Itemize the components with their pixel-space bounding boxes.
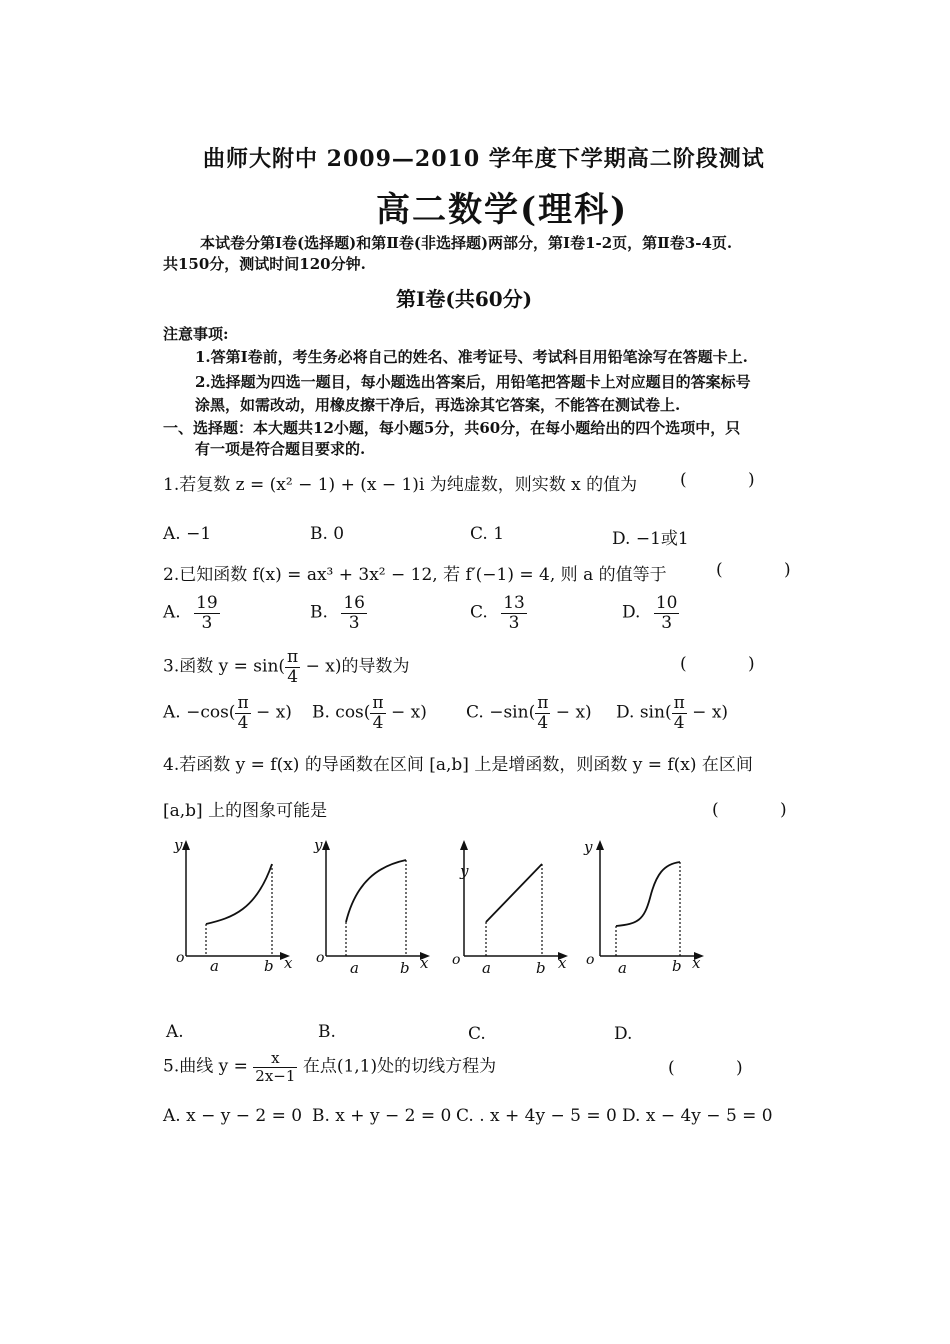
q5-stem-post: 在点(1,1)处的切线方程为 [302,1056,497,1077]
q3-option-b-pi: π [372,693,384,713]
q3-option-a-pre: A. −cos( [163,702,236,723]
q2-option-d-label: D. [622,602,641,623]
q3-option-c-fraction [535,694,550,732]
graph-c-label-a: a [482,959,491,977]
graph-a-x-label: x [284,954,293,972]
q3-option-c-pi: π [537,693,549,713]
graph-c-x-label: x [558,954,567,972]
notes-heading: 注意事项: [163,325,229,343]
q3-option-b [312,694,427,732]
q4-graph-a [172,838,292,978]
q3-option-b-pre: B. cos( [312,702,371,723]
q2-option-b [310,594,367,632]
q3-option-a-fraction [235,694,250,732]
q3-option-c-pre: C. −sin( [466,702,536,723]
q5-answer-paren: ( ) [668,1058,771,1078]
q2-option-c-numerator: 13 [503,593,525,613]
q1-option-c: C. 1 [470,524,505,544]
q5-frac-den: 2x−1 [255,1066,296,1085]
q2-option-d-fraction [654,594,680,632]
q3-option-c-post: − x) [550,702,592,723]
section-title: 第Ⅰ卷(共60分) [396,287,533,311]
q3-stem-fraction [285,648,300,686]
q2-option-a [163,594,220,632]
graph-d-curve [616,862,680,926]
q4-stem-line-2: [a,b] 上的图象可能是 [163,801,328,821]
graph-d-label-b: b [672,957,682,975]
note-2-line-1: 2.选择题为四选一题目，每小题选出答案后，用铅笔把答题卡上对应题目的答案标号 [195,373,751,391]
graph-b-y-arrow [322,840,330,850]
q3-option-d-post: − x) [686,702,729,723]
q4-graph-c [450,838,570,978]
q3-option-d-four: 4 [673,712,685,733]
q1-option-b: B. 0 [310,524,345,544]
q5-stem-fraction [253,1050,297,1084]
graph-c-label-b: b [536,959,546,977]
graph-b-y-label: y [314,836,323,854]
q3-option-d [616,694,728,732]
q2-option-b-numerator: 16 [343,593,365,613]
graph-c-origin: o [452,952,461,968]
part-instructions-line-2: 有一项是符合题目要求的. [195,440,366,458]
graph-a-label-b: b [264,957,274,975]
q2-option-c [470,594,527,632]
graph-c-line [486,864,542,922]
q2-option-c-denominator: 3 [508,612,520,633]
q3-option-d-pi: π [673,693,685,713]
q2-option-c-fraction [501,594,527,632]
graph-d-label-a: a [618,959,627,977]
q5-frac-num: x [253,1050,297,1068]
q2-option-b-denominator: 3 [348,612,360,633]
q3-option-a [163,694,292,732]
q3-stem [163,648,410,686]
q2-option-a-denominator: 3 [201,612,213,633]
q4-option-b: B. [318,1022,336,1042]
q3-stem-pre: 3.函数 y = sin( [163,656,286,677]
subject-title: 高二数学(理科) [376,190,629,230]
graph-b-x-label: x [420,954,429,972]
graph-d-origin: o [586,952,595,968]
q3-option-c [466,694,592,732]
graph-c-y-label: y [460,862,469,880]
graph-a-curve [206,864,272,924]
q2-option-d-denominator: 3 [661,612,673,633]
q5-option-c: C. . x + 4y − 5 = 0 [456,1106,617,1126]
q2-option-c-label: C. [470,602,488,623]
q3-option-c-four: 4 [537,712,549,733]
q5-option-a: A. x − y − 2 = 0 [163,1106,303,1126]
q3-option-a-four: 4 [237,712,249,733]
q4-option-c: C. [468,1024,486,1044]
q2-option-d [622,594,679,632]
graph-a-y-label: y [174,836,183,854]
q3-option-b-fraction [370,694,385,732]
q1-answer-paren: ( ) [680,470,783,490]
q2-option-a-fraction [194,594,220,632]
q2-answer-paren: ( ) [716,560,819,580]
graph-a-label-a: a [210,957,219,975]
q4-stem-line-1: 4.若函数 y = f(x) 的导函数在区间 [a,b] 上是增函数，则函数 y = f(x) 在区间 [163,755,753,775]
q3-stem-post: − x)的导数为 [300,656,410,677]
q3-option-a-pi: π [237,693,249,713]
q4-graph-d [586,838,706,978]
graph-b-curve [346,860,406,922]
graph-d-y-label: y [584,838,593,856]
intro-line-1: 本试卷分第Ⅰ卷(选择题)和第Ⅱ卷(非选择题)两部分，第Ⅰ卷1-2页，第Ⅱ卷3-4页. [200,234,733,252]
q3-answer-paren: ( ) [680,654,783,674]
q3-option-b-post: − x) [385,702,427,723]
q2-option-a-label: A. [163,602,181,623]
q5-option-b: B. x + y − 2 = 0 [312,1106,452,1126]
q1-option-d: D. −1或1 [612,529,689,549]
graph-b-label-a: a [350,959,359,977]
q1-stem: 1.若复数 z = (x² − 1) + (x − 1)i 为纯虚数，则实数 x 的值为 [163,475,638,495]
q3-option-d-pre: D. sin( [616,702,672,723]
note-1: 1.答第Ⅰ卷前，考生务必将自己的姓名、准考证号、考试科目用铅笔涂写在答题卡上. [195,348,748,366]
q3-stem-four: 4 [287,666,299,687]
q3-option-a-post: − x) [250,702,292,723]
graph-a-y-arrow [182,840,190,850]
graph-c-y-arrow [460,840,468,850]
graph-d-x-label: x [692,954,701,972]
q2-option-d-numerator: 10 [655,593,678,613]
q2-option-b-fraction [341,594,367,632]
q3-option-b-four: 4 [372,712,384,733]
q1-option-a: A. −1 [163,524,212,544]
q2-option-b-label: B. [310,602,328,623]
graph-a-origin: o [176,950,185,966]
q3-option-d-fraction [672,694,687,732]
exam-title: 曲师大附中 2009—2010 学年度下学期高二阶段测试 [203,146,765,172]
q5-stem-pre: 5.曲线 y = [163,1056,248,1077]
q4-answer-paren: ( ) [712,800,815,820]
graph-b-label-b: b [400,959,410,977]
note-2-line-2: 涂黑，如需改动，用橡皮擦干净后，再选涂其它答案，不能答在测试卷上. [195,396,681,414]
part-instructions-line-1: 一、选择题：本大题共12小题，每小题5分，共60分，在每小题给出的四个选项中，只 [163,419,741,437]
q4-graph-b [312,838,432,978]
q5-option-d: D. x − 4y − 5 = 0 [622,1106,773,1126]
intro-line-2: 共150分，测试时间120分钟. [163,255,366,273]
graph-d-y-arrow [596,840,604,850]
graph-b-origin: o [316,950,325,966]
q4-option-d: D. [614,1024,633,1044]
q4-option-a: A. [166,1022,184,1042]
q2-option-a-numerator: 19 [196,593,218,613]
q2-stem: 2.已知函数 f(x) = ax³ + 3x² − 12, 若 f′(−1) = 4, 则 a 的值等于 [163,565,667,585]
q3-stem-pi: π [287,647,299,667]
q5-stem [163,1050,496,1084]
